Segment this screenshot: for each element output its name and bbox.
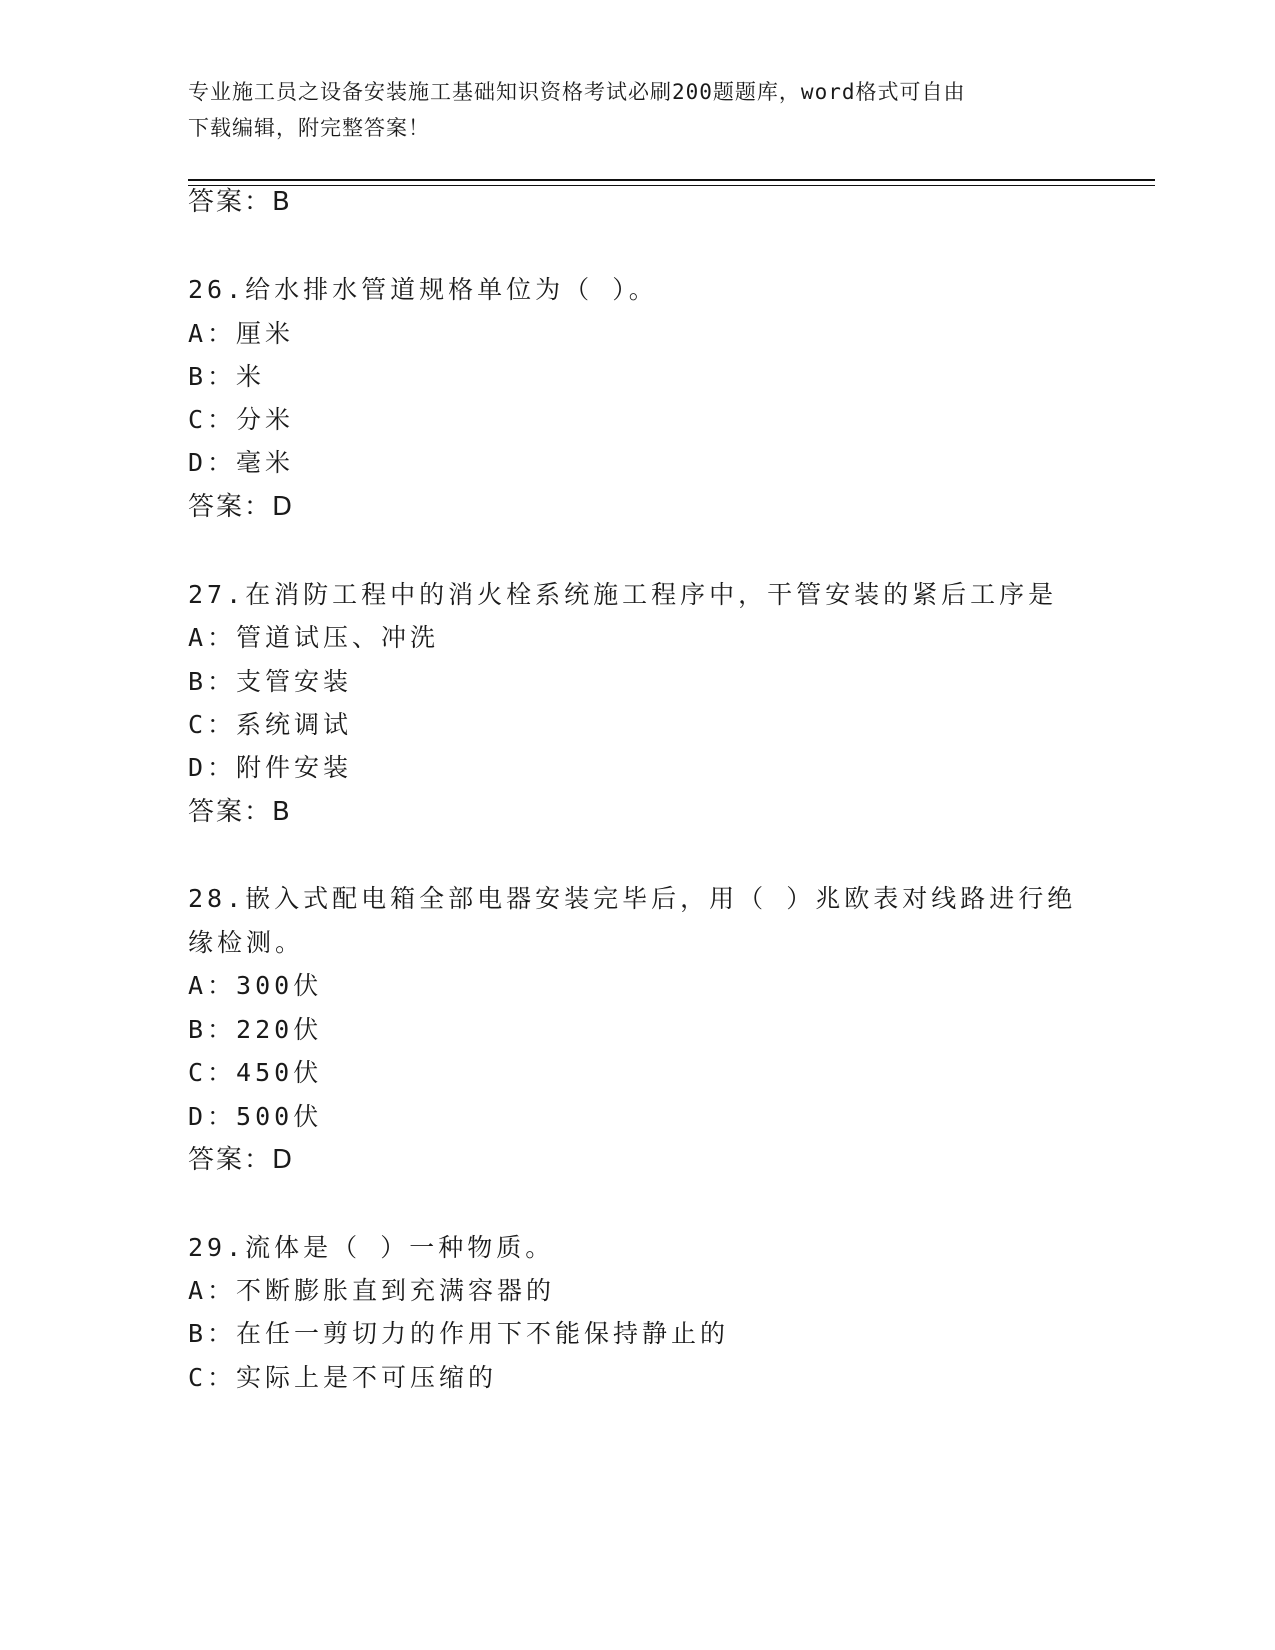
- document-header: [188, 74, 1068, 146]
- question-26-option-d: D：毫米: [188, 448, 295, 477]
- question-28-answer: 答案：D: [188, 1145, 295, 1175]
- header-line-1: 专业施工员之设备安装施工基础知识资格考试必刷200题题库，word格式可自由: [188, 80, 966, 104]
- question-27-option-d: D：附件安装: [188, 753, 353, 782]
- question-29-option-a: A：不断膨胀直到充满容器的: [188, 1276, 556, 1305]
- question-27-stem: 27.在消防工程中的消火栓系统施工程序中，干管安装的紧后工序是: [188, 580, 1058, 609]
- header-rule-thick: [188, 179, 1155, 181]
- question-29-stem: 29.流体是（ ）一种物质。: [188, 1233, 555, 1262]
- question-27-option-b: B：支管安装: [188, 667, 353, 696]
- question-26-option-b: B：米: [188, 362, 266, 391]
- question-27-option-a: A：管道试压、冲洗: [188, 623, 440, 652]
- question-28-stem-line-2: 缘检测。: [188, 928, 305, 957]
- question-27-answer: 答案：B: [188, 797, 292, 827]
- question-26-option-a: A：厘米: [188, 319, 295, 348]
- previous-answer: 答案：B: [188, 187, 292, 217]
- question-28-option-c: C：450伏: [188, 1058, 323, 1087]
- question-28-option-b: B：220伏: [188, 1015, 323, 1044]
- question-28-option-d: D：500伏: [188, 1102, 323, 1131]
- question-28-option-a: A：300伏: [188, 971, 323, 1000]
- question-29-option-b: B：在任一剪切力的作用下不能保持静止的: [188, 1319, 730, 1348]
- question-26-stem: 26.给水排水管道规格单位为（ ）。: [188, 275, 658, 304]
- question-26-answer: 答案：D: [188, 492, 295, 522]
- question-27-option-c: C：系统调试: [188, 710, 353, 739]
- question-28-stem-line-1: 28.嵌入式配电箱全部电器安装完毕后，用（ ）兆欧表对线路进行绝: [188, 884, 1077, 913]
- question-29-option-c: C：实际上是不可压缩的: [188, 1363, 498, 1392]
- header-line-2: 下载编辑，附完整答案！: [188, 116, 430, 140]
- header-rule-thin: [188, 185, 1155, 186]
- question-26-option-c: C：分米: [188, 405, 295, 434]
